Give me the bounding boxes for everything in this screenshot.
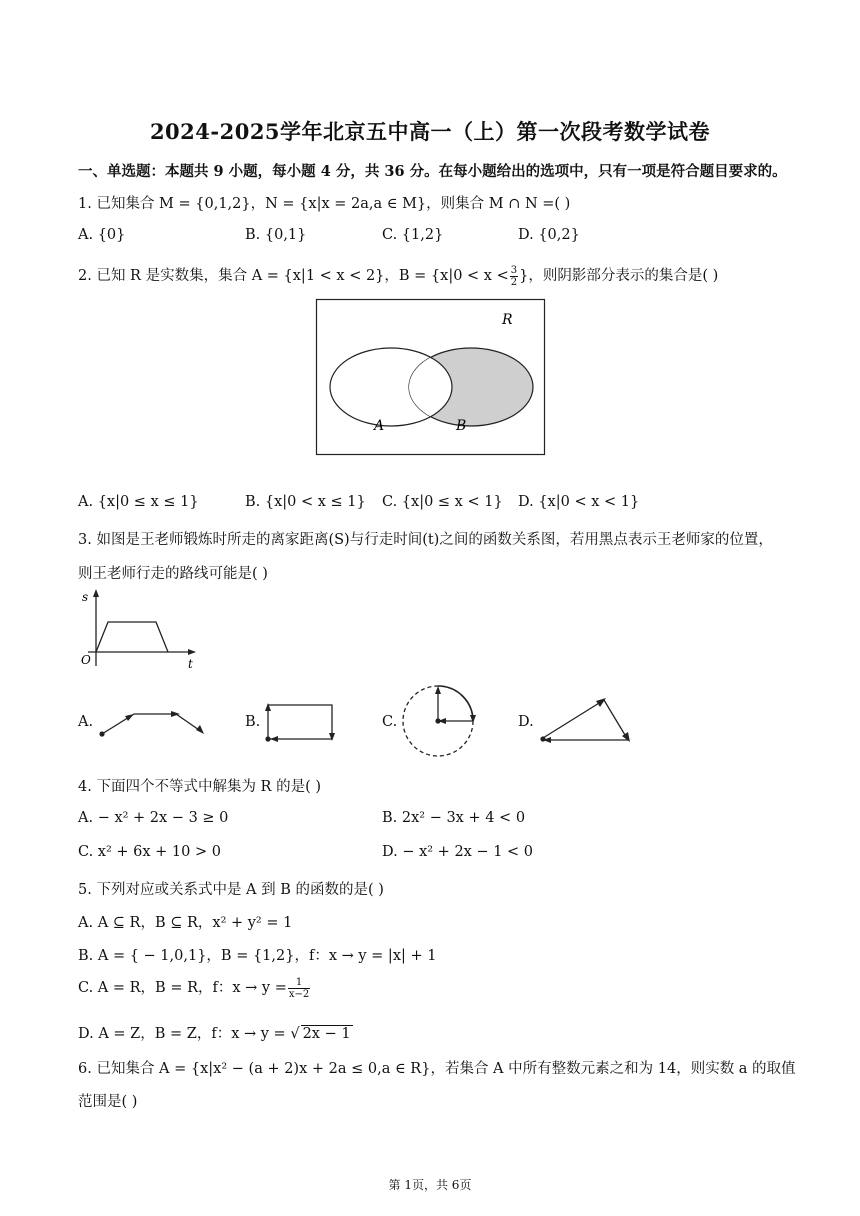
q3-option-b: B.	[245, 714, 261, 730]
q2-option-a: A. {x|0 ≤ x ≤ 1}	[78, 494, 199, 510]
q2-stem-pre: 2. 已知 R 是实数集，集合 A = {x|1 < x < 2}，B = {x|0 < x <	[78, 268, 509, 284]
question-4-stem: 4. 下面四个不等式中解集为 R 的是( )	[78, 779, 322, 795]
question-1-stem: 1. 已知集合 M = {0,1,2}，N = {x|x = 2a,a ∈ M}，则集合 M ∩ N =( )	[78, 196, 571, 212]
sqrt-sign: √	[290, 1026, 300, 1042]
q1-option-c: C. {1,2}	[382, 227, 444, 243]
q3-route-a	[96, 706, 208, 742]
q5-c-frac-den: x−2	[288, 988, 310, 1000]
q5-option-c-fraction	[288, 977, 310, 1000]
q2-option-b: B. {x|0 < x ≤ 1}	[245, 494, 366, 510]
q4-option-c: C. x² + 6x + 10 > 0	[78, 844, 221, 860]
question-3-stem-line1: 3. 如图是王老师锻炼时所走的离家距离(S)与行走时间(t)之间的函数关系图，若用黑点表示王老师家的位置，	[78, 532, 773, 548]
question-6-stem-line1: 6. 已知集合 A = {x|x² − (a + 2)x + 2a ≤ 0,a ∈ R}，若集合 A 中所有整数元素之和为 14，则实数 a 的取值	[78, 1061, 796, 1077]
graph-label-t: t	[188, 657, 193, 671]
q5-option-d-text: D. A = Z，B = Z，f：x → y =	[78, 1026, 286, 1042]
q3-route-d	[538, 694, 634, 746]
q5-option-d-radicand: 2x − 1	[302, 1026, 351, 1042]
question-5-stem: 5. 下列对应或关系式中是 A 到 B 的函数的是( )	[78, 882, 384, 898]
q4-option-a: A. − x² + 2x − 3 ≥ 0	[78, 810, 229, 826]
graph-label-s: s	[82, 590, 89, 604]
section-heading: 一、单选题：本题共 9 小题，每小题 4 分，共 36 分。在每小题给出的选项中，只有一项是符合题目要求的。	[78, 163, 787, 180]
q5-option-d	[78, 1022, 353, 1043]
venn-label-a: A	[374, 418, 385, 434]
question-2-stem	[78, 264, 718, 288]
q3-option-c: C.	[382, 714, 398, 730]
q2-fraction	[510, 265, 518, 288]
q1-option-a: A. {0}	[78, 227, 126, 243]
page-title: 2024-2025学年北京五中高一（上）第一次段考数学试卷	[149, 119, 711, 144]
q3-route-c	[400, 684, 476, 760]
distance-time-graph	[78, 588, 200, 674]
q5-c-frac-num: 1	[288, 977, 310, 989]
graph-label-o: O	[81, 653, 91, 667]
venn-label-b: B	[456, 418, 467, 434]
q2-stem-post: }，则阴影部分表示的集合是( )	[519, 268, 719, 284]
distance-time-curve	[96, 622, 168, 652]
q5-option-a: A. A ⊆ R，B ⊆ R，x² + y² = 1	[78, 915, 293, 931]
q5-option-c	[78, 976, 311, 1000]
q2-frac-den: 2	[510, 276, 518, 288]
page-footer: 第 1页，共 6页	[388, 1178, 472, 1192]
q3-route-b	[264, 701, 338, 747]
q5-option-b: B. A = { − 1,0,1}，B = {1,2}，f：x → y = |x| + 1	[78, 948, 437, 964]
q4-option-b: B. 2x² − 3x + 4 < 0	[382, 810, 526, 826]
q2-option-d: D. {x|0 < x < 1}	[518, 494, 640, 510]
question-6-stem-line2: 范围是( )	[78, 1094, 138, 1110]
q3-option-d: D.	[518, 714, 534, 730]
q3-option-a: A.	[78, 714, 94, 730]
q5-option-c-text: C. A = R，B = R，f：x → y =	[78, 980, 287, 996]
q2-option-c: C. {x|0 ≤ x < 1}	[382, 494, 503, 510]
venn-label-r: R	[502, 312, 513, 328]
venn-diagram	[316, 299, 546, 457]
question-3-stem-line2: 则王老师行走的路线可能是( )	[78, 566, 268, 582]
q1-option-d: D. {0,2}	[518, 227, 580, 243]
q4-option-d: D. − x² + 2x − 1 < 0	[382, 844, 534, 860]
q2-frac-num: 3	[510, 264, 518, 276]
q1-option-b: B. {0,1}	[245, 227, 307, 243]
